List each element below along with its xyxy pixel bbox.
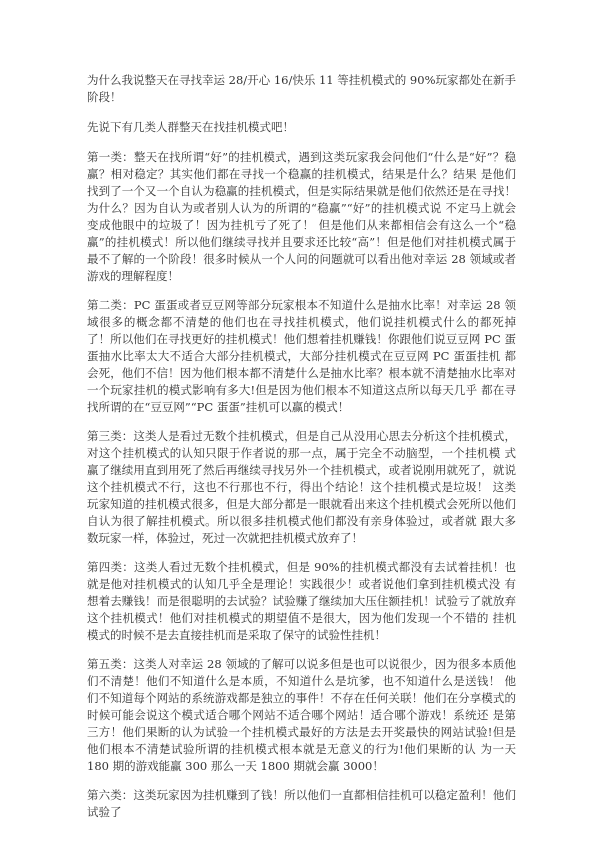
document-intro-line: 先说下有几类人群整天在找挂机模式吧！ <box>87 120 294 134</box>
paragraph-type-5: 第五类：这类人对幸运 28 领域的了解可以说多但是也可以说很少，因为很多本质他们不清楚！他们不知道什么是本质，不知道什么是坑爹，也不知道什么是送钱！ 他们不知道每个网站的系统游戏都是独立的事件！不存在任何关联！他们在分享模式的时候可能会说这个模式适合哪个网站不适合哪个网站！适合哪个游戏！系统还 是第三方！他们果断的认为试验一个挂机模式最好的方法是去开奖最快的网站试验!但是他们根本不清楚试验所谓的挂机模式根本就是无意义的行为!他们果断的认 为一天 180 期的游戏能赢 300 那么一天 1800 期就会赢 3000！ <box>87 657 516 773</box>
paragraph-type-2: 第二类：PC 蛋蛋或者豆豆网等部分玩家根本不知道什么是抽水比率！对幸运 28 领域很多的概念都不清楚的他们也在寻找挂机模式，他们说挂机模式什么的都死掉 了！所以他们在寻找更好的挂机模式！他们想着挂机赚钱！你跟他们说豆豆网 PC 蛋蛋抽水比率太大不适合大部分挂机模式，大部分挂机模式在豆豆网 PC 蛋蛋挂机 都会死，他们不信！因为他们根本都不清楚什么是抽水比率？根本就不清楚抽水比率对一个玩家挂机的模式影响有多大!但是因为他们根本不知道这点所以每天几乎 都在寻找所谓的在“豆豆网”“PC 蛋蛋”挂机可以赢的模式！ <box>87 298 516 414</box>
paragraph-type-6: 第六类：这类玩家因为挂机赚到了钱！所以他们一直都相信挂机可以稳定盈利！他们试验了 <box>87 788 516 819</box>
document-body <box>87 72 516 833</box>
document-title: 为什么我说整天在寻找幸运 28/开心 16/快乐 11 等挂机模式的 90%玩家都处在新手阶段！ <box>87 73 516 104</box>
paragraph-type-1: 第一类：整天在找所谓“好”的挂机模式，遇到这类玩家我会问他们“什么是“好”？稳赢？相对稳定？其实他们都在寻找一个稳赢的挂机模式，结果是什么？结果 是他们找到了一个又一个自认为稳赢的挂机模式，但是实际结果就是他们依然还是在寻找！为什么？因为自认为或者别人认为的所谓的“稳赢”“好”的挂机模式说 不定马上就会变成他眼中的垃圾了！因为挂机亏了死了！ 但是他们从来都相信会有这么一个“稳赢”的挂机模式！所以他们继续寻找并且要求还比较“高”！但是他们对挂机模式属于最不了解的一个阶段！很多时候从一个人问的问题就可以看出他对幸运 28 领域或者游戏的理解程度！ <box>87 150 516 283</box>
paragraph-type-4: 第四类：这类人看过无数个挂机模式，但是 90%的挂机模式都没有去试着挂机！也就是他对挂机模式的认知几乎全是理论！实践很少！或者说他们拿到挂机模式没 有想着去赚钱！而是很聪明的去试验？试验赚了继续加大压住额挂机！试验亏了就放弃这个挂机模式！他们对挂机模式的期望值不是很大，因为他们发现一个不错的 挂机模式的时候不是去直接挂机而是采取了保守的试验性挂机！ <box>87 560 516 642</box>
paragraph-type-3: 第三类：这类人是看过无数个挂机模式，但是自己从没用心思去分析这个挂机模式，对这个挂机模式的认知只限于作者说的那一点，属于完全不动脑型，一个挂机模 式赢了继续用直到用死了然后再继续寻找另外一个挂机模式，或者说刚用就死了，就说这个挂机模式不行，这也不行那也不行，得出个结论！这个挂机模式是垃圾！ 这类玩家知道的挂机模式很多，但是大部分都是一眼就看出来这个挂机模式会死所以他们自认为很了解挂机模式。所以很多挂机模式他们都没有亲身体验过，或者就 跟大多数玩家一样，体验过，死过一次就把挂机模式放弃了！ <box>87 429 516 545</box>
